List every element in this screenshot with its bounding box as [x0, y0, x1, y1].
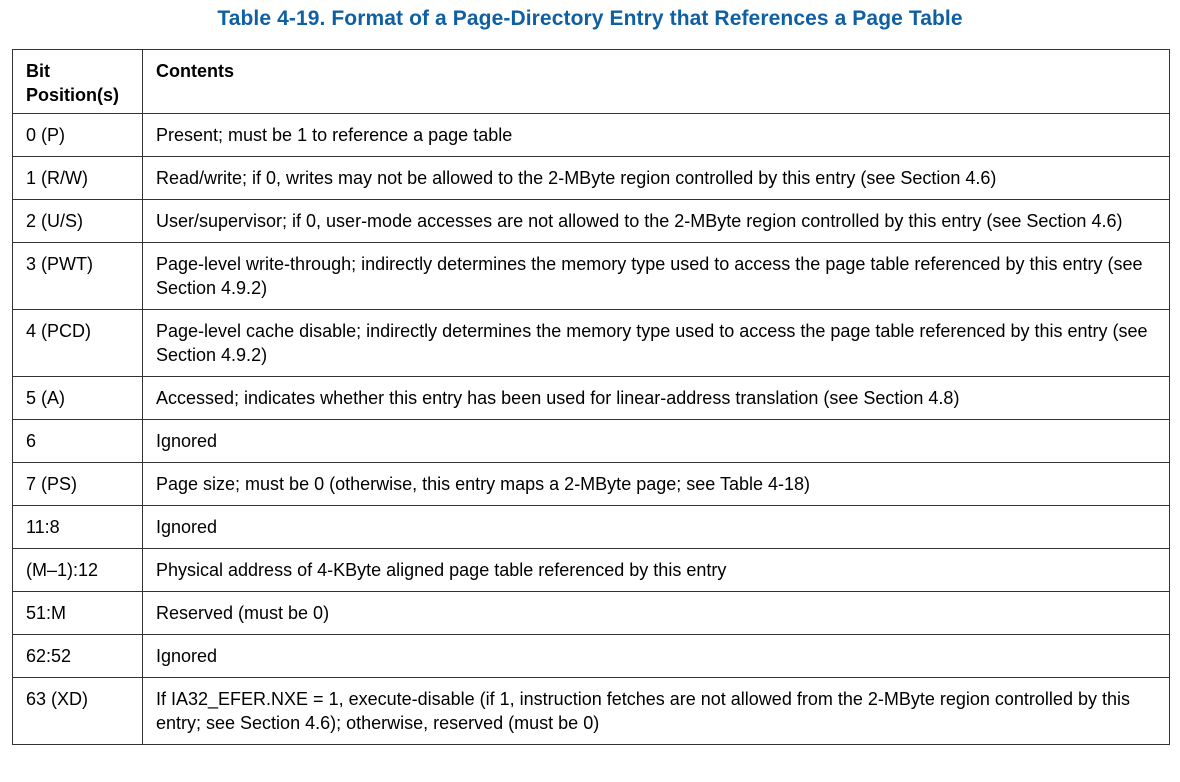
- table-header-row: [13, 50, 1170, 114]
- table-row: [13, 506, 1170, 549]
- bit-position-cell: 5 (A): [13, 377, 143, 420]
- contents-cell: Ignored: [143, 506, 1170, 549]
- table-row: [13, 243, 1170, 310]
- contents-cell: Ignored: [143, 635, 1170, 678]
- bit-position-cell: 1 (R/W): [13, 157, 143, 200]
- bit-position-cell: 63 (XD): [13, 678, 143, 745]
- contents-cell: If IA32_EFER.NXE = 1, execute-disable (if 1, instruction fetches are not allowed from the 2-MByte region controlled by this entry; see Section 4.6); otherwise, reserved (must be 0): [143, 678, 1170, 745]
- bit-position-cell: 11:8: [13, 506, 143, 549]
- table-row: [13, 157, 1170, 200]
- table-row: [13, 463, 1170, 506]
- contents-cell: Present; must be 1 to reference a page table: [143, 114, 1170, 157]
- bit-position-cell: 0 (P): [13, 114, 143, 157]
- contents-cell: Accessed; indicates whether this entry has been used for linear-address translation (see Section 4.8): [143, 377, 1170, 420]
- table-row: [13, 635, 1170, 678]
- table-row: [13, 592, 1170, 635]
- page-directory-entry-table: [12, 49, 1170, 745]
- bit-position-cell: 51:M: [13, 592, 143, 635]
- bit-position-cell: 3 (PWT): [13, 243, 143, 310]
- table-row: [13, 678, 1170, 745]
- table-row: [13, 114, 1170, 157]
- bit-position-cell: 4 (PCD): [13, 310, 143, 377]
- contents-cell: Page-level write-through; indirectly determines the memory type used to access the page table referenced by this entry (see Section 4.9.2): [143, 243, 1170, 310]
- contents-cell: Ignored: [143, 420, 1170, 463]
- table-row: [13, 377, 1170, 420]
- table-title: Table 4-19. Format of a Page-Directory Entry that References a Page Table: [217, 7, 963, 30]
- header-bit-positions: Bit Position(s): [13, 50, 143, 114]
- bit-position-cell: 62:52: [13, 635, 143, 678]
- contents-cell: Page-level cache disable; indirectly determines the memory type used to access the page table referenced by this entry (see Section 4.9.2): [143, 310, 1170, 377]
- contents-cell: Reserved (must be 0): [143, 592, 1170, 635]
- bit-position-cell: 2 (U/S): [13, 200, 143, 243]
- contents-cell: Page size; must be 0 (otherwise, this entry maps a 2-MByte page; see Table 4-18): [143, 463, 1170, 506]
- bit-position-cell: 6: [13, 420, 143, 463]
- bit-position-cell: (M–1):12: [13, 549, 143, 592]
- table-row: [13, 200, 1170, 243]
- table-row: [13, 549, 1170, 592]
- table-row: [13, 310, 1170, 377]
- contents-cell: Read/write; if 0, writes may not be allowed to the 2-MByte region controlled by this entry (see Section 4.6): [143, 157, 1170, 200]
- contents-cell: User/supervisor; if 0, user-mode accesses are not allowed to the 2-MByte region controlled by this entry (see Section 4.6): [143, 200, 1170, 243]
- bit-position-cell: 7 (PS): [13, 463, 143, 506]
- contents-cell: Physical address of 4-KByte aligned page table referenced by this entry: [143, 549, 1170, 592]
- table-row: [13, 420, 1170, 463]
- header-contents: Contents: [143, 50, 1170, 114]
